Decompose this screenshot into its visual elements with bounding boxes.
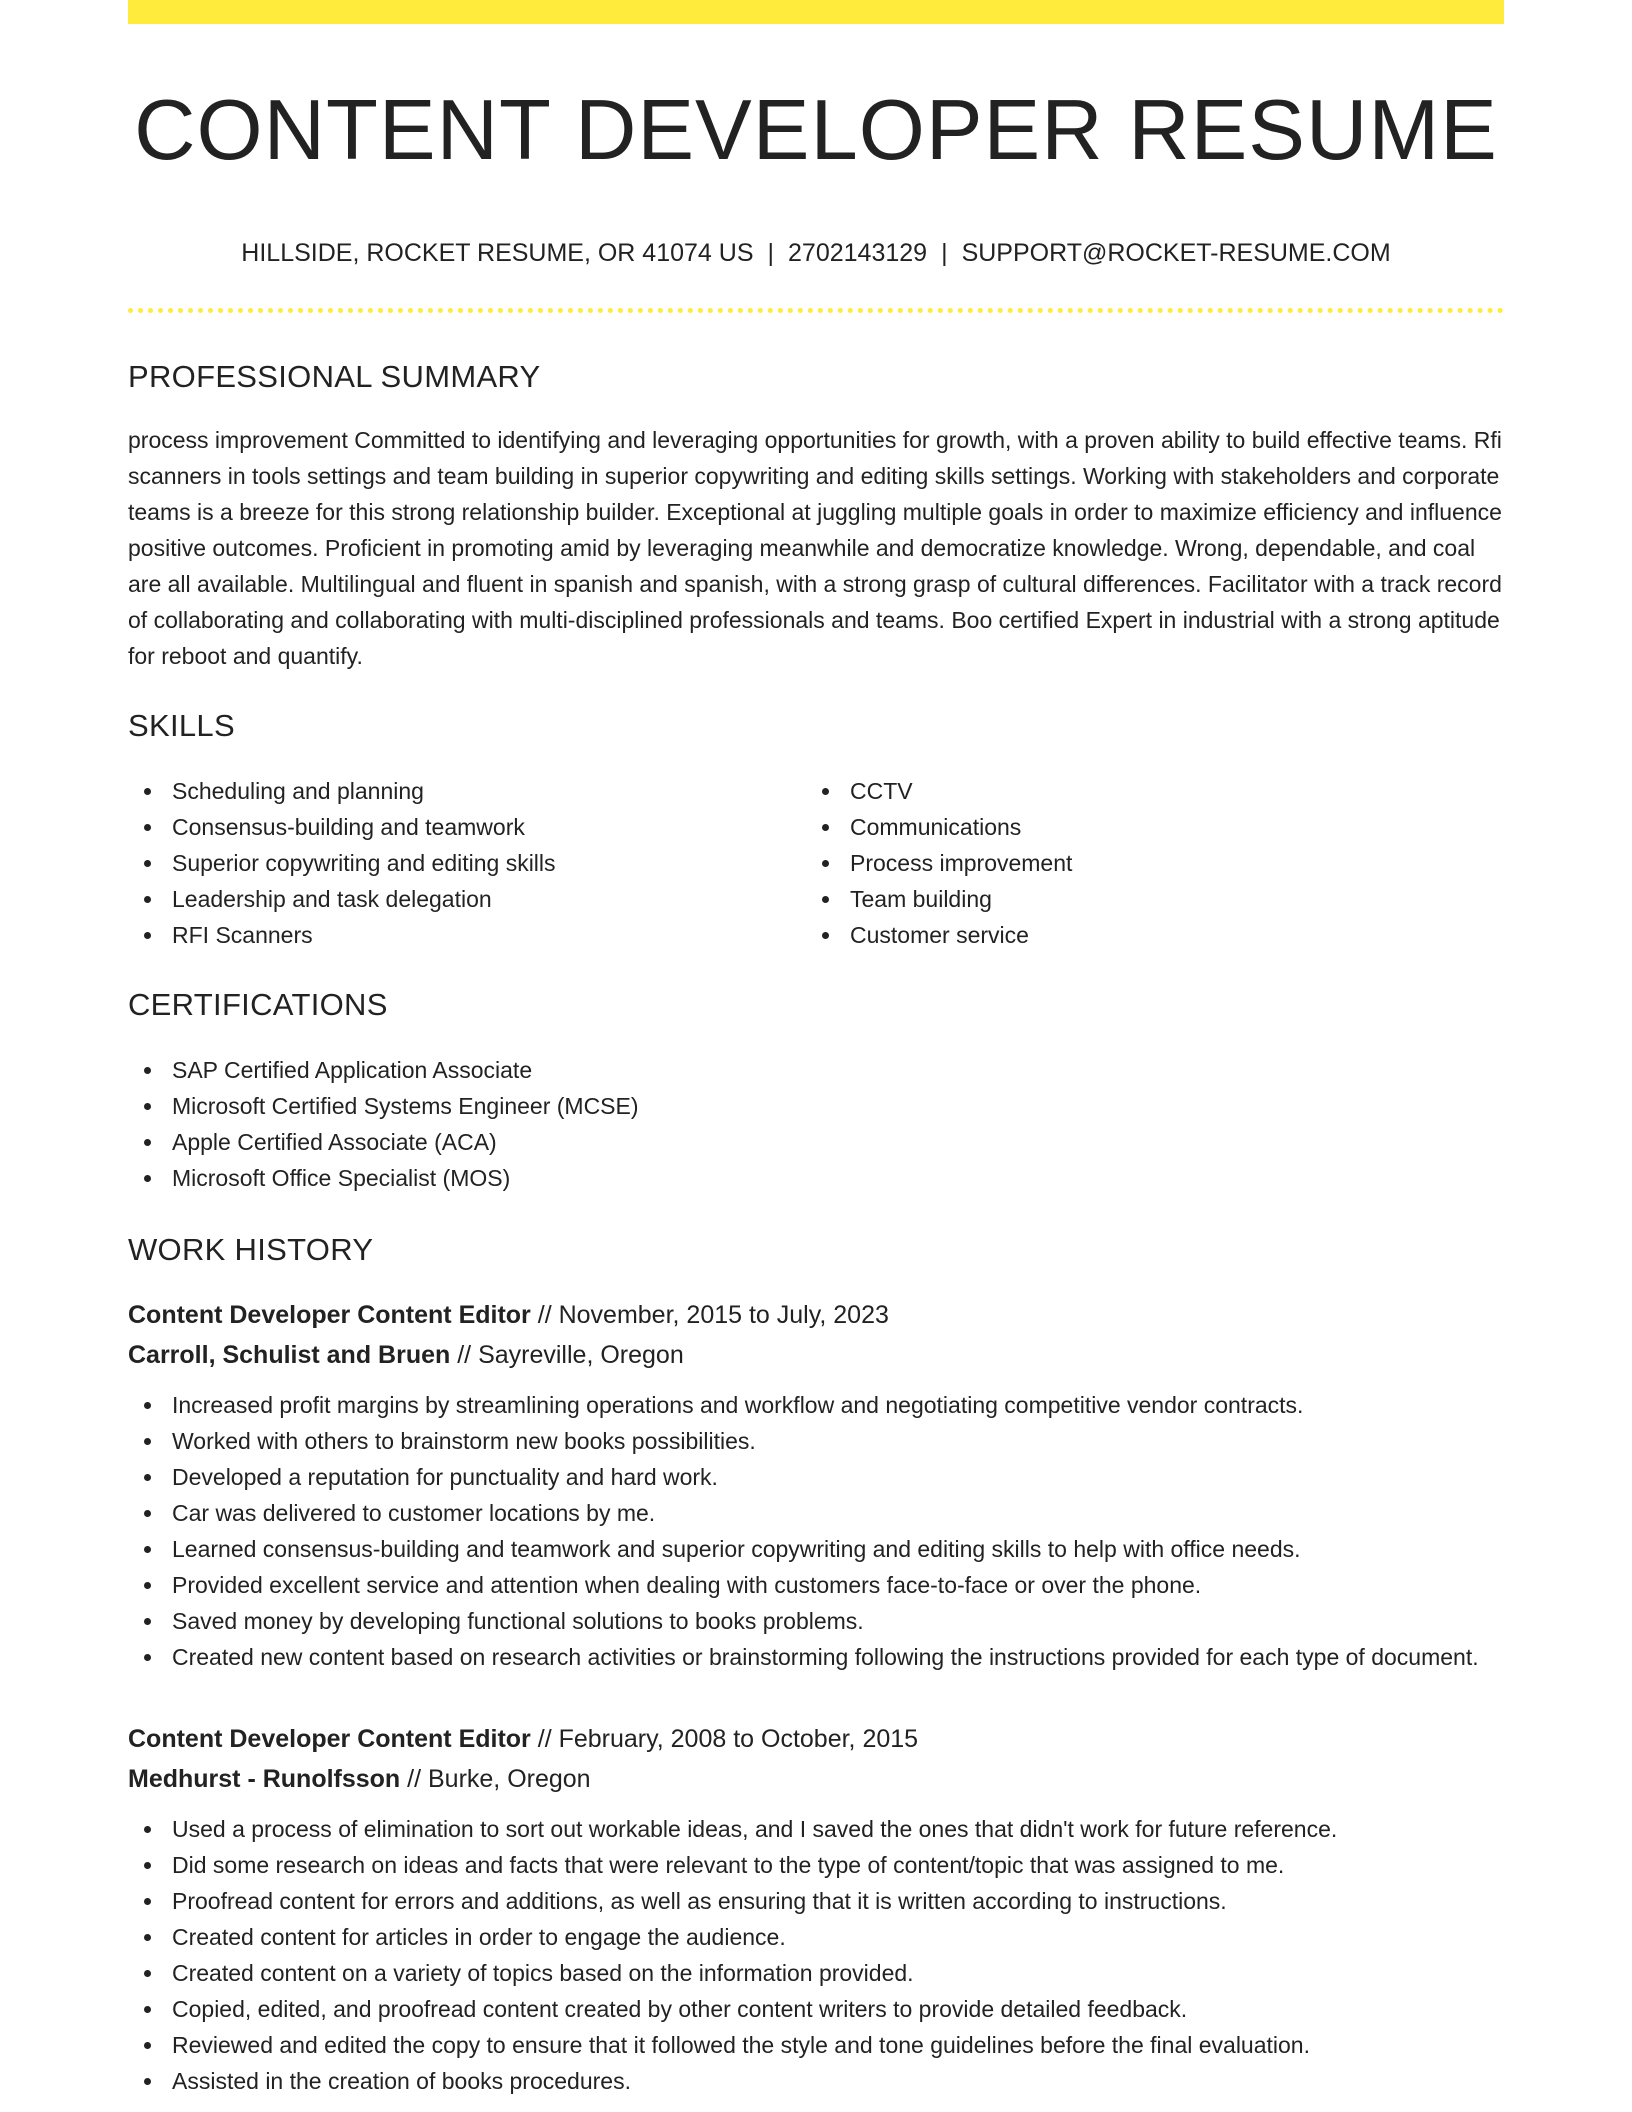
- skill-item: Process improvement: [806, 845, 1484, 881]
- job-title-line: [128, 1295, 1504, 1335]
- job-company: Carroll, Schulist and Bruen: [128, 1341, 451, 1369]
- job-duty-item: Assisted in the creation of books procedures.: [128, 2063, 1504, 2099]
- job-duty-item: Increased profit margins by streamlining operations and workflow and negotiating competitive vendor contracts.: [128, 1387, 1504, 1423]
- resume-title: CONTENT DEVELOPER RESUME: [134, 83, 1498, 178]
- job-duty-item: Copied, edited, and proofread content created by other content writers to provide detailed feedback.: [128, 1991, 1504, 2027]
- work-history-heading: WORK HISTORY: [128, 1232, 374, 1267]
- certification-item: Microsoft Certified Systems Engineer (MCSE): [128, 1088, 1504, 1124]
- skill-item: Superior copywriting and editing skills: [128, 845, 806, 881]
- contact-email: SUPPORT@ROCKET-RESUME.COM: [961, 239, 1391, 267]
- job-title-line: [128, 1719, 1504, 1759]
- job-dates: // February, 2008 to October, 2015: [530, 1725, 919, 1753]
- job-duty-item: Developed a reputation for punctuality and hard work.: [128, 1459, 1504, 1495]
- job-duty-item: Reviewed and edited the copy to ensure that it followed the style and tone guidelines before the final evaluation.: [128, 2027, 1504, 2063]
- top-accent-bar: [128, 0, 1504, 24]
- job-location: // Burke, Oregon: [400, 1765, 591, 1793]
- job-duty-item: Car was delivered to customer locations by me.: [128, 1495, 1504, 1531]
- certification-item: SAP Certified Application Associate: [128, 1052, 1504, 1088]
- skill-item: Team building: [806, 881, 1484, 917]
- job-duties-list: [128, 1811, 1504, 2099]
- skill-item: Customer service: [806, 917, 1484, 953]
- job-duty-item: Created content for articles in order to engage the audience.: [128, 1919, 1504, 1955]
- job-duty-item: Worked with others to brainstorm new books possibilities.: [128, 1423, 1504, 1459]
- job-duty-item: Created new content based on research activities or brainstorming following the instructions provided for each type of document.: [128, 1639, 1504, 1675]
- contact-separator: |: [941, 239, 948, 267]
- certifications-heading: CERTIFICATIONS: [128, 987, 388, 1022]
- job-duty-item: Proofread content for errors and additions, as well as ensuring that it is written according to instructions.: [128, 1883, 1504, 1919]
- skills-right-list: [806, 773, 1484, 953]
- job-duty-item: Used a process of elimination to sort out workable ideas, and I saved the ones that didn't work for future reference.: [128, 1811, 1504, 1847]
- contact-separator: |: [767, 239, 775, 267]
- job-duty-item: Saved money by developing functional solutions to books problems.: [128, 1603, 1504, 1639]
- job-title: Content Developer Content Editor: [128, 1725, 531, 1753]
- job-company-line: [128, 1335, 1504, 1375]
- certifications-list: [128, 1052, 1504, 1196]
- certification-item: Microsoft Office Specialist (MOS): [128, 1160, 1504, 1196]
- job-entry: [128, 1295, 1504, 1675]
- skills-heading: SKILLS: [128, 708, 235, 743]
- job-location: // Sayreville, Oregon: [450, 1341, 684, 1369]
- job-duty-item: Learned consensus-building and teamwork and superior copywriting and editing skills to help with office needs.: [128, 1531, 1504, 1567]
- skill-item: Leadership and task delegation: [128, 881, 806, 917]
- job-duties-list: [128, 1387, 1504, 1675]
- job-entry: [128, 1719, 1504, 2099]
- job-title: Content Developer Content Editor: [128, 1301, 531, 1329]
- job-duty-item: Did some research on ideas and facts that were relevant to the type of content/topic that was assigned to me.: [128, 1847, 1504, 1883]
- job-company-line: [128, 1759, 1504, 1799]
- job-dates: // November, 2015 to July, 2023: [530, 1301, 889, 1329]
- resume-page: [128, 0, 1504, 2099]
- job-duty-item: Created content on a variety of topics based on the information provided.: [128, 1955, 1504, 1991]
- contact-address: HILLSIDE, ROCKET RESUME, OR 41074 US: [241, 239, 754, 267]
- skill-item: Communications: [806, 809, 1484, 845]
- skill-item: Scheduling and planning: [128, 773, 806, 809]
- skills-grid: [128, 773, 1504, 953]
- skill-item: CCTV: [806, 773, 1484, 809]
- skill-item: Consensus-building and teamwork: [128, 809, 806, 845]
- job-duty-item: Provided excellent service and attention when dealing with customers face-to-face or over the phone.: [128, 1567, 1504, 1603]
- skill-item: RFI Scanners: [128, 917, 806, 953]
- skills-left-list: [128, 773, 806, 953]
- certification-item: Apple Certified Associate (ACA): [128, 1124, 1504, 1160]
- job-company: Medhurst - Runolfsson: [128, 1765, 401, 1793]
- summary-text: process improvement Committed to identifying and leveraging opportunities for growth, with a proven ability to build effective teams. Rfi scanners in tools settings and team building in superior copywriting and editing skills settings. Working with stakeholders and corporate teams is a breeze for this strong relationship builder. Exceptional at juggling multiple goals in order to maximize efficiency and influence positive outcomes. Proficient in promoting amid by leveraging meanwhile and democratize knowledge. Wrong, dependable, and coal are all available. Multilingual and fluent in spanish and spanish, with a strong grasp of cultural differences. Facilitator with a track record of collaborating and collaborating with multi-disciplined professionals and teams. Boo certified Expert in industrial with a strong aptitude for reboot and quantify.: [128, 427, 1502, 669]
- contact-info: [128, 241, 1504, 266]
- summary-heading: PROFESSIONAL SUMMARY: [128, 359, 541, 394]
- header-divider: [128, 308, 1504, 313]
- contact-phone: 2702143129: [788, 239, 928, 267]
